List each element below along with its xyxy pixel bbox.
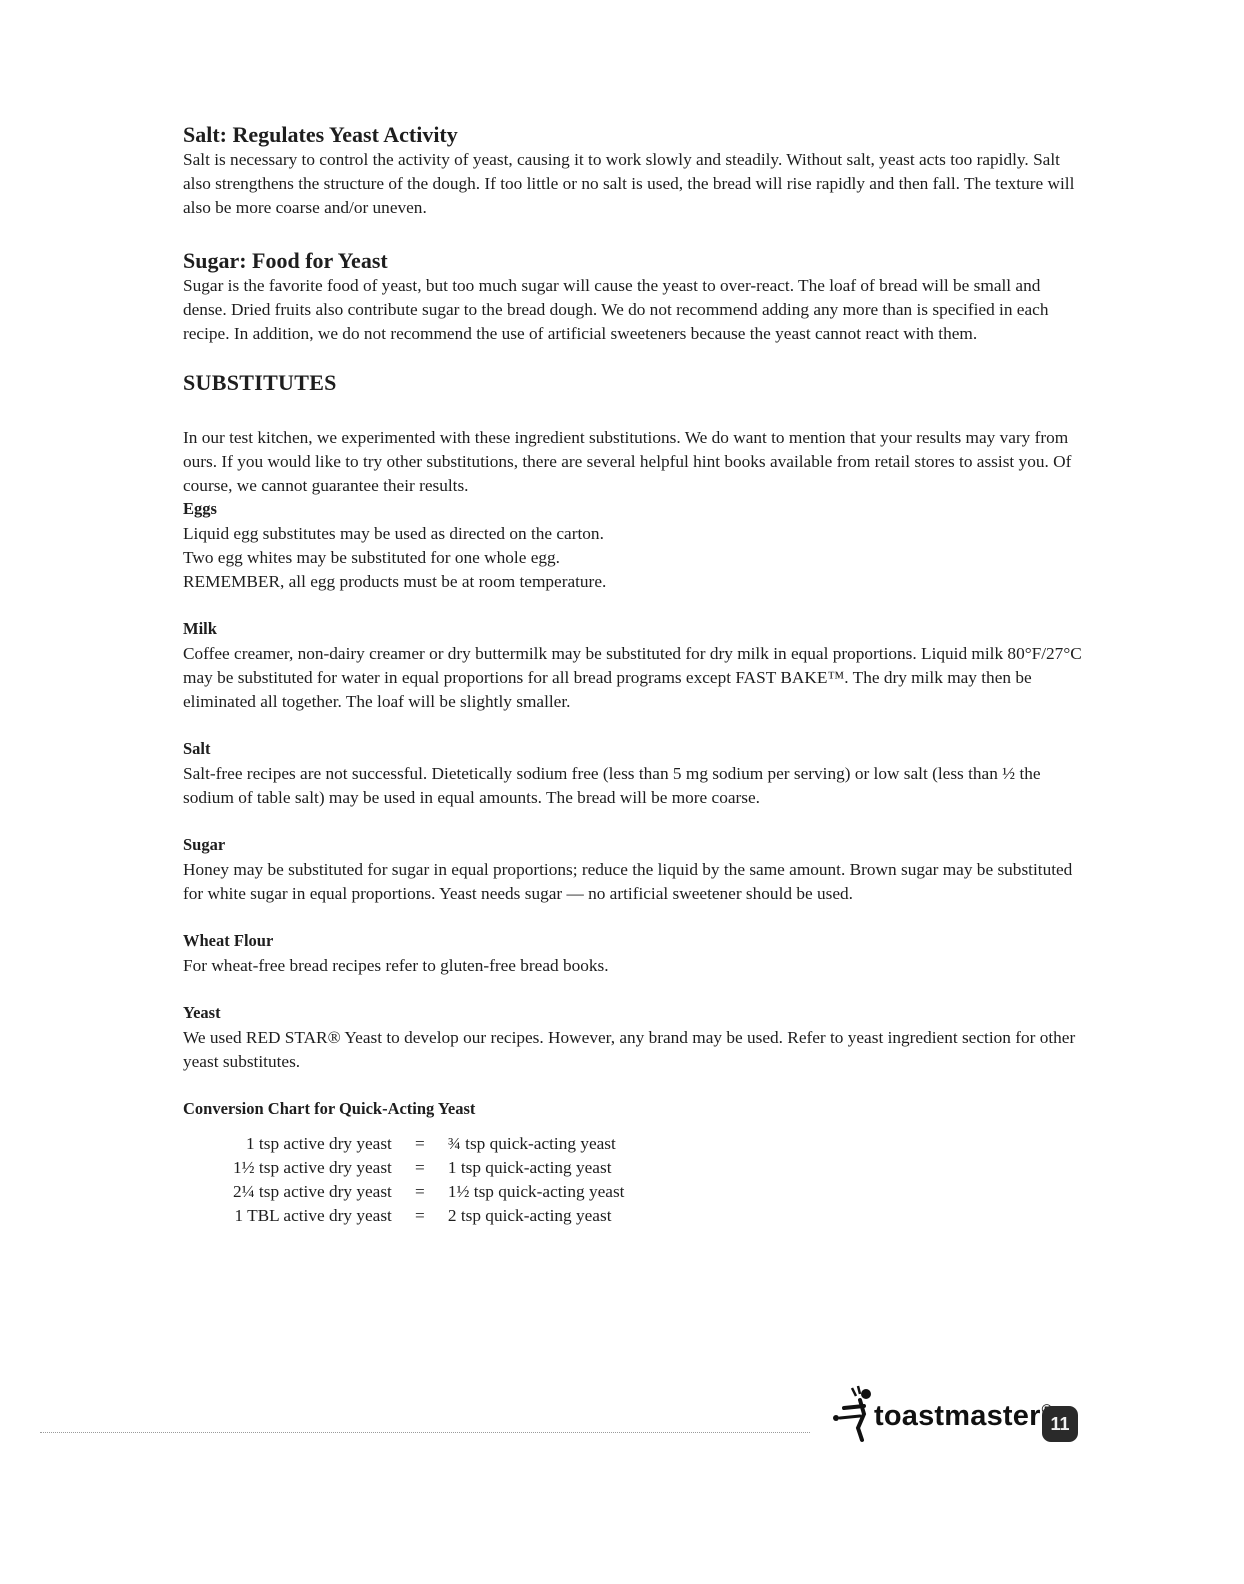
salt-subsection: [183, 738, 1083, 810]
table-row: [233, 1132, 624, 1156]
substitutes-intro: In our test kitchen, we experimented with these ingredient substitutions. We do want to mention that your results may vary from ours. If you would like to try other substitutions, there are several helpful hint books available from retail stores to assist you. Of course, we cannot guarantee their results.: [183, 428, 1072, 495]
equals-sign: =: [414, 1134, 425, 1153]
subsection-body: Honey may be substituted for sugar in equal proportions; reduce the liquid by the same amount. Brown sugar may be substituted for white sugar in equal proportions. Yeast needs sugar — no artificial sweetener should be used.: [183, 860, 1073, 903]
page-content: [183, 122, 1083, 1228]
yeast-subsection: [183, 1002, 1083, 1074]
sugar-subsection: [183, 834, 1083, 906]
active-amount: 1 tsp active dry yeast: [245, 1134, 392, 1153]
table-row: [233, 1204, 624, 1228]
subsection-heading: Salt: [183, 739, 211, 758]
section-heading: Sugar: Food for Yeast: [183, 248, 388, 273]
quick-amount: ¾ tsp quick-acting yeast: [447, 1134, 616, 1153]
eggs-line: Liquid egg substitutes may be used as directed on the carton.: [183, 524, 604, 543]
subsection-heading: Wheat Flour: [183, 931, 274, 950]
section-heading: Salt: Regulates Yeast Activity: [183, 122, 458, 147]
quick-amount: 1 tsp quick-acting yeast: [447, 1158, 612, 1177]
section-body: Sugar is the favorite food of yeast, but too much sugar will cause the yeast to over-react. The loaf of bread will be small and dense. Dried fruits also contribute sugar to the bread dough. We do not recommend adding any more than is specified in each recipe. In addition, we do not recommend the use of artificial sweeteners because the yeast cannot react with them.: [183, 276, 1049, 343]
subsection-heading: Yeast: [183, 1003, 221, 1022]
eggs-subsection: [183, 498, 1083, 594]
equals-sign: =: [414, 1182, 425, 1201]
conversion-chart: [183, 1098, 1083, 1228]
subsection-heading: Eggs: [183, 499, 217, 518]
page-number-badge: 11: [1042, 1406, 1078, 1442]
subsection-heading: Sugar: [183, 835, 226, 854]
subsection-heading: Milk: [183, 619, 217, 638]
subsection-body: For wheat-free bread recipes refer to gluten-free bread books.: [183, 956, 609, 975]
equals-sign: =: [414, 1206, 425, 1225]
brand-name: toastmaster: [874, 1400, 1041, 1432]
conversion-chart-title: Conversion Chart for Quick-Acting Yeast: [183, 1099, 476, 1118]
table-row: [233, 1180, 624, 1204]
active-amount: 1½ tsp active dry yeast: [233, 1158, 392, 1177]
brand-wordmark: [874, 1400, 1052, 1433]
substitutes-title: SUBSTITUTES: [183, 370, 337, 395]
salt-yeast-section: [183, 122, 1083, 220]
wheat-flour-subsection: [183, 930, 1083, 978]
subsection-body: Coffee creamer, non-dairy creamer or dry buttermilk may be substituted for dry milk in equal proportions. Liquid milk 80°F/27°C may be substituted for water in equal proportions for all bread programs except FAST BAKE™. The dry milk may then be eliminated all together. The loaf will be slightly smaller.: [183, 644, 1082, 711]
equals-sign: =: [414, 1158, 425, 1177]
section-body: Salt is necessary to control the activity of yeast, causing it to work slowly and steadily. Without salt, yeast acts too rapidly. Salt also strengthens the structure of the dough. If too little or no salt is used, the bread will rise rapidly and then fall. The texture will also be more coarse and/or uneven.: [183, 150, 1075, 217]
subsection-body: We used RED STAR® Yeast to develop our recipes. However, any brand may be used. Refer to yeast ingredient section for other yeast substitutes.: [183, 1028, 1076, 1071]
chef-figure-icon: [830, 1384, 878, 1444]
active-amount: 1 TBL active dry yeast: [234, 1206, 392, 1225]
milk-subsection: [183, 618, 1083, 714]
quick-amount: 2 tsp quick-acting yeast: [447, 1206, 612, 1225]
quick-amount: 1½ tsp quick-acting yeast: [447, 1182, 625, 1201]
active-amount: 2¼ tsp active dry yeast: [233, 1182, 392, 1201]
eggs-line: REMEMBER, all egg products must be at room temperature.: [183, 572, 607, 591]
subsection-body: Salt-free recipes are not successful. Dietetically sodium free (less than 5 mg sodium per serving) or low salt (less than ½ the sodium of table salt) may be used in equal amounts. The bread will be more coarse.: [183, 764, 1041, 807]
sugar-yeast-section: [183, 248, 1083, 346]
eggs-line: Two egg whites may be substituted for one whole egg.: [183, 548, 560, 567]
table-row: [233, 1156, 624, 1180]
conversion-table: [233, 1132, 624, 1228]
footer-divider: [40, 1432, 810, 1433]
